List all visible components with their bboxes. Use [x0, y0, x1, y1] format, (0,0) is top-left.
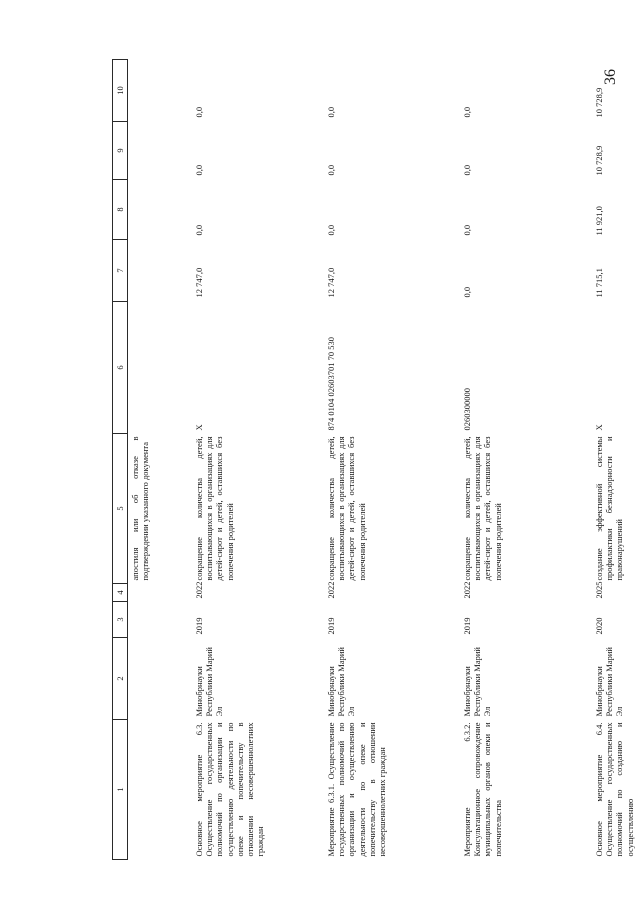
rotated-table-container [112, 60, 635, 860]
table-row-continuation [128, 60, 193, 860]
value-col-7-cell: 12 747,0 [326, 267, 336, 298]
value-col-7-cell: 12 747,0 [194, 267, 204, 298]
value-col-9-cell: 10 728,9 [594, 145, 604, 176]
program-activities-table [112, 59, 639, 860]
value-col-10-cell: 0,0 [462, 106, 472, 118]
header-row [113, 60, 128, 860]
end-year-cell: 2022 [326, 581, 336, 599]
executor-cell: Минобрнауки Республики Марий Эл [462, 647, 493, 717]
activity-name-cell: Мероприятие 6.3.2. Консультационное сопровождение муниципальных органов опеки и попечительства [462, 722, 503, 857]
table-row [192, 60, 324, 860]
value-col-8-cell: 0,0 [326, 224, 336, 236]
value-col-7-cell: 11 715,1 [594, 268, 604, 298]
start-year-cell: 2019 [326, 617, 336, 635]
executor-cell: Минобрнауки Республики Марий Эл [194, 647, 225, 717]
header-col-7: 7 [113, 240, 128, 302]
table-row [324, 60, 460, 860]
value-col-8-cell: 11 921,0 [594, 206, 604, 236]
result-cell: сокращение количества детей, воспитывающихся в организациях для детей-сирот и детей, оставшихся без попечения родителей [194, 436, 235, 581]
executor-cell: Минобрнауки Республики Марий Эл [326, 647, 357, 717]
start-year-cell: 2019 [194, 617, 204, 635]
start-year-cell: 2020 [594, 617, 604, 635]
value-col-7-cell: 0,0 [462, 286, 472, 298]
executor-cell: Минобрнауки Республики Марий Эл [594, 647, 625, 717]
budget-code-cell: 0260300000 [462, 388, 472, 431]
budget-code-cell: X [594, 424, 604, 431]
value-col-9-cell: 0,0 [194, 164, 204, 176]
header-col-9: 9 [113, 122, 128, 180]
value-col-10-cell: 0,0 [326, 106, 336, 118]
result-cell: сокращение количества детей, воспитывающихся в организациях для детей-сирот и детей, оставшихся без попечения родителей [462, 436, 503, 581]
start-year-cell: 2019 [462, 617, 472, 635]
value-col-8-cell: 0,0 [194, 224, 204, 236]
result-cell: апостиля или об отказе в подтверждении указанного документа [130, 436, 151, 581]
header-col-3: 3 [113, 602, 128, 638]
budget-code-cell: X [194, 424, 204, 431]
value-col-9-cell: 0,0 [326, 164, 336, 176]
header-col-4: 4 [113, 584, 128, 602]
table-row [592, 60, 639, 860]
page-number: 36 [602, 69, 619, 85]
header-col-5: 5 [113, 434, 128, 584]
end-year-cell: 2022 [194, 581, 204, 599]
value-col-8-cell: 0,0 [462, 224, 472, 236]
value-col-10-cell: 0,0 [194, 106, 204, 118]
value-col-9-cell: 0,0 [462, 164, 472, 176]
header-col-2: 2 [113, 638, 128, 720]
activity-name-cell: Основное мероприятие 6.4. Осуществление государственных полномочий по созданию и осуществлению [594, 722, 635, 857]
activity-name-cell: Основное мероприятие 6.3. Осуществление государственных полномочий по организации и осуществлению деятельности по опеке и попечительству в отношении несовершеннолетних граждан [194, 722, 266, 857]
value-col-10-cell: 10 728,9 [594, 87, 604, 118]
header-col-6: 6 [113, 302, 128, 434]
header-col-10: 10 [113, 60, 128, 122]
result-cell: сокращение количества детей, воспитывающихся в организациях для детей-сирот и детей, оставшихся без попечения родителей [326, 436, 367, 581]
header-col-8: 8 [113, 180, 128, 240]
end-year-cell: 2022 [462, 581, 472, 599]
header-col-1: 1 [113, 720, 128, 860]
result-cell: создание эффективной системы профилактики безнадзорности и правонарушений [594, 436, 625, 581]
table-row [460, 60, 592, 860]
activity-name-cell: Мероприятие 6.3.1. Осуществление государственных полномочий по организации и осуществлению деятельности по опеке и попечительству в отношении несовершеннолетних граждан [326, 722, 387, 857]
budget-code-cell: 874 0104 02603701 70 530 [326, 337, 336, 431]
end-year-cell: 2025 [594, 581, 604, 599]
